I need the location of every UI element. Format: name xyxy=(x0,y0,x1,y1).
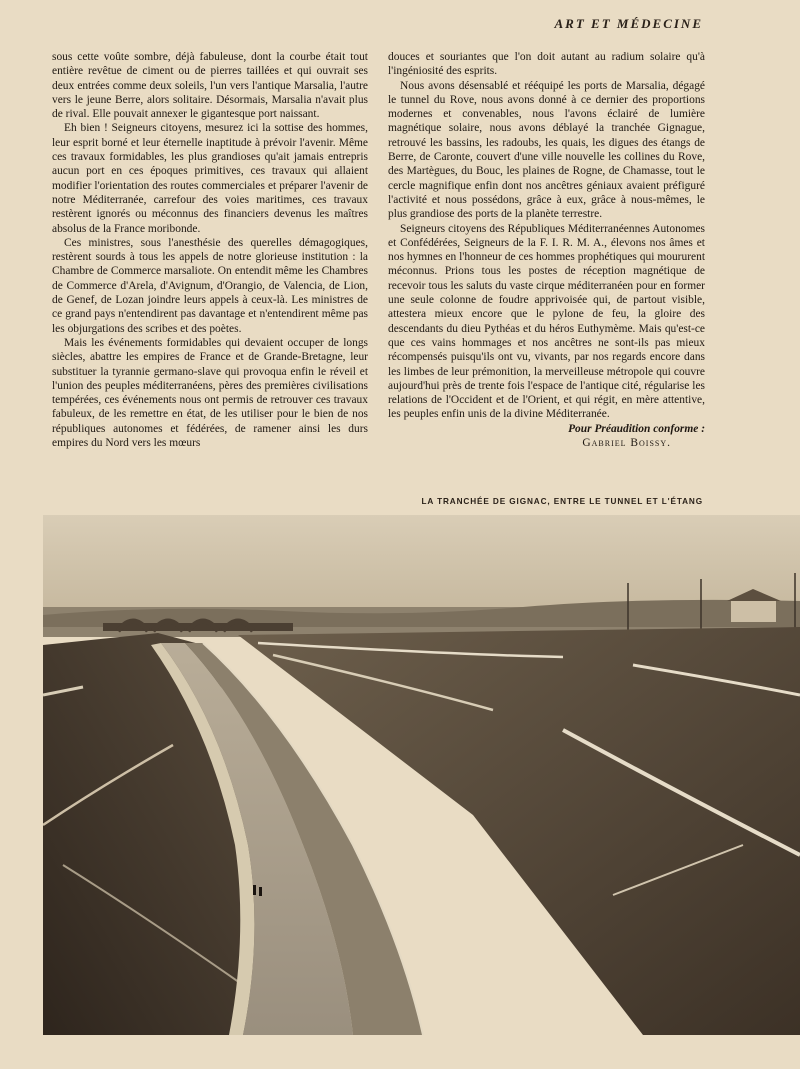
paragraph: sous cette voûte sombre, déjà fabuleuse, dont la courbe était tout entière revêtue de ciment ou de pierres taillées et qui ouvrait ses deux entrées comme deux soleils, l'un vers l'antique Marsalia, l'autre vers le jeune Berre, alors solitaire. Désormais, Marsalia n'avait plus de rival. Elle pouvait annexer le gigantesque port naissant. xyxy=(52,51,368,121)
signature-line: Pour Préaudition conforme : xyxy=(568,422,705,435)
paragraph: Seigneurs citoyens des Républiques Méditerranéennes Autonomes et Confédérées, Seigneurs de la F. I. R. M. A., élevons nos âmes et nos hymnes en l'honneur de ces hommes prophétiques qui moururent méconnus. Prions tous les postes de réception magnétique de recevoir tous les saluts du vaste cirque méditerranéen pour en former une seule colonne de foudre apprivoisée qui, de partout visible, attestera mieux encore que le pylone de feu, la gloire des descendants du dieu Pythéas et du héros Euthymème. Mais qu'est-ce que ces vains hommages et nos ancêtres ne sont-ils pas mieux récompensés puisqu'ils ont vu, vivants, par nos regards encore dans les limbes de leur prémonition, la merveilleuse métropole qui couvre aujourd'hui près de trente fois l'espace de l'antique cité, régularise les relations de l'Occident et de l'Orient, et qui régit, en mère attentive, les peuples enfin unis de la divine Méditerranée. xyxy=(388,222,705,421)
running-header: ART ET MÉDECINE xyxy=(554,16,703,31)
canal-photo-illustration xyxy=(43,515,800,1035)
paragraph: Mais les événements formidables qui devaient occuper de longs siècles, abattre les empires de France et de Grande-Bretagne, leur substituer la tyrannie germano-slave qui provoqua enfin le réveil et l'union des peuples méditerranéens, pères des premières civilisations tempérées, ces événements nous ont permis de retrouver ces travaux fabuleux, de les remettre en état, de les utiliser pour le bien de nos républiques autonomes et fédérées, de ramener ainsi les durs empires du Nord vers les mœurs xyxy=(52,336,368,450)
paragraph: Ces ministres, sous l'anesthésie des querelles démagogiques, restèrent sourds à tous les appels de notre glorieuse institution : la Chambre de Commerce marsaliote. On entendit même les Chambres de Commerce d'Arela, d'Avignum, d'Orangio, de Valencia, de Lion, de Genef, de Lozan joindre leurs appels à ceux-là. Les ministres de ce grand pays n'entendirent pas davantage et n'entendirent même pas les objurgations des scribes et des poètes. xyxy=(52,236,368,335)
photo-caption: LA TRANCHÉE DE GIGNAC, ENTRE LE TUNNEL ET L'ÉTANG xyxy=(421,497,703,506)
left-text-column xyxy=(52,50,368,450)
right-text-column xyxy=(388,50,705,450)
paragraph: Eh bien ! Seigneurs citoyens, mesurez ici la sottise des hommes, leur esprit borné et leur éternelle inaptitude à prévoir l'avenir. Même ces travaux formidables, les plus grandioses qu'ait jamais entrepris aucun port en ces époques primitives, ces travaux qui allaient modifier l'orientation des routes commerciales et préparer l'avenir de notre Méditerranée, carrefour des voies maritimes, ces travaux restèrent ignorés ou méconnus des financiers devenus les maîtres absolus de la France moribonde. xyxy=(52,122,368,235)
canal-photograph xyxy=(43,515,800,1035)
paragraph: Nous avons désensablé et rééquipé les ports de Marsalia, dégagé le tunnel du Rove, nous avons donné à ce dernier des proportions modernes et convenables, nous l'avons éclairé de lumière magnétique solaire, nous avons déblayé la tranchée Gignague, retrouvé les bassins, les radoubs, les quais, les digues des étangs de Berre, de Caronte, couvert d'une ville nouvelle les collines du Rove, des Martègues, du Bouc, les plaines de Rogne, de Chamasse, tout le cercle magnifique enfin dont nos ancêtres géniaux avaient préfiguré l'activité et nous possédons, grâce à eux, grâce à nous-mêmes, le plus grandiose des ports de la planète terrestre. xyxy=(388,79,705,221)
paragraph: douces et souriantes que l'on doit autant au radium solaire qu'à l'ingéniosité des esprits. xyxy=(388,51,705,78)
signature-author: Gabriel Boissy. xyxy=(582,437,671,450)
